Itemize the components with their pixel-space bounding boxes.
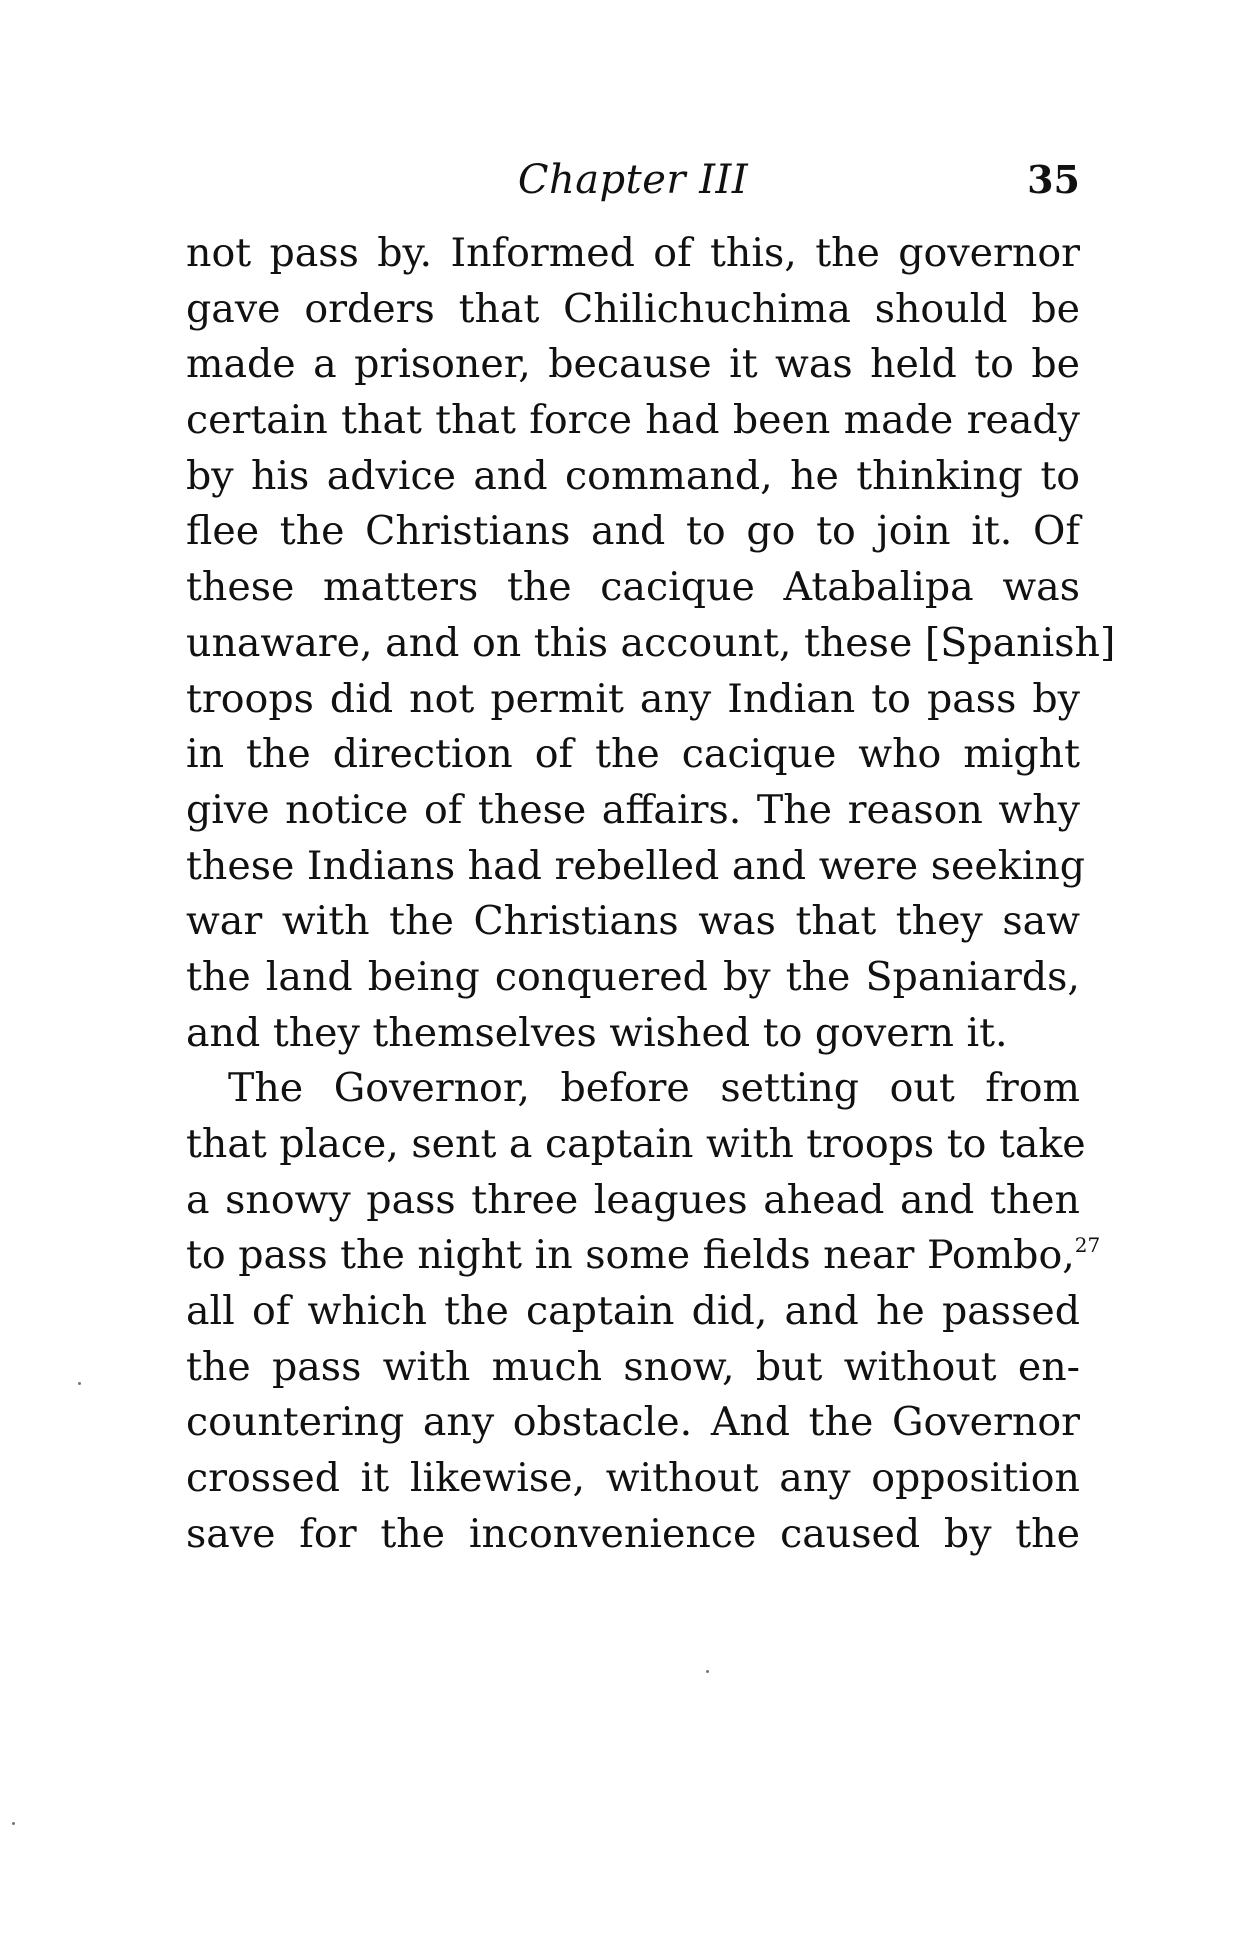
text-line: in the direction of the cacique who might bbox=[186, 731, 1080, 778]
text-line: countering any obstacle. And the Governor bbox=[186, 1399, 1080, 1446]
text-line: by his advice and command, he thinking to bbox=[186, 452, 1080, 499]
text-line: unaware, and on this account, these [Spanish] bbox=[186, 619, 1116, 666]
text-line: give notice of these affairs. The reason why bbox=[186, 786, 1080, 833]
text-line: flee the Christians and to go to join it. Of bbox=[186, 508, 1080, 555]
paper-speck bbox=[12, 1822, 15, 1825]
paper-speck bbox=[78, 1382, 81, 1385]
text-line-content: to pass the night in some fields near Pombo, bbox=[186, 1232, 1075, 1279]
text-line: a snowy pass three leagues ahead and then bbox=[186, 1176, 1080, 1223]
text-line: war with the Christians was that they saw bbox=[186, 898, 1080, 945]
text-line: all of which the captain did, and he passed bbox=[186, 1288, 1080, 1335]
paper-speck bbox=[706, 1670, 709, 1673]
text-line: and they themselves wished to govern it. bbox=[186, 1009, 1008, 1056]
text-line: that place, sent a captain with troops to take bbox=[186, 1121, 1086, 1167]
text-line: save for the inconvenience caused by the bbox=[186, 1510, 1080, 1557]
text-line: made a prisoner, because it was held to be bbox=[186, 341, 1080, 388]
footnote-reference: 27 bbox=[1074, 1233, 1101, 1258]
text-line: the land being conquered by the Spaniards, bbox=[186, 953, 1080, 1000]
text-line: not pass by. Informed of this, the governor bbox=[186, 230, 1080, 276]
text-line: these Indians had rebelled and were seeking bbox=[186, 842, 1086, 889]
text-line: gave orders that Chilichuchima should be bbox=[186, 285, 1080, 332]
text-line: certain that that force had been made ready bbox=[186, 397, 1080, 444]
running-head bbox=[186, 150, 1080, 210]
body-text bbox=[186, 226, 1116, 1563]
text-line: troops did not permit any Indian to pass by bbox=[186, 675, 1080, 722]
text-line: the pass with much snow, but without en- bbox=[186, 1343, 1080, 1390]
page-number: 35 bbox=[1027, 157, 1080, 202]
text-line-with-footnote bbox=[186, 1228, 1101, 1284]
text-line: these matters the cacique Atabalipa was bbox=[186, 564, 1080, 611]
text-line: The Governor, before setting out from bbox=[228, 1065, 1080, 1112]
chapter-title: Chapter III bbox=[517, 157, 749, 203]
text-line: crossed it likewise, without any opposition bbox=[186, 1455, 1080, 1502]
